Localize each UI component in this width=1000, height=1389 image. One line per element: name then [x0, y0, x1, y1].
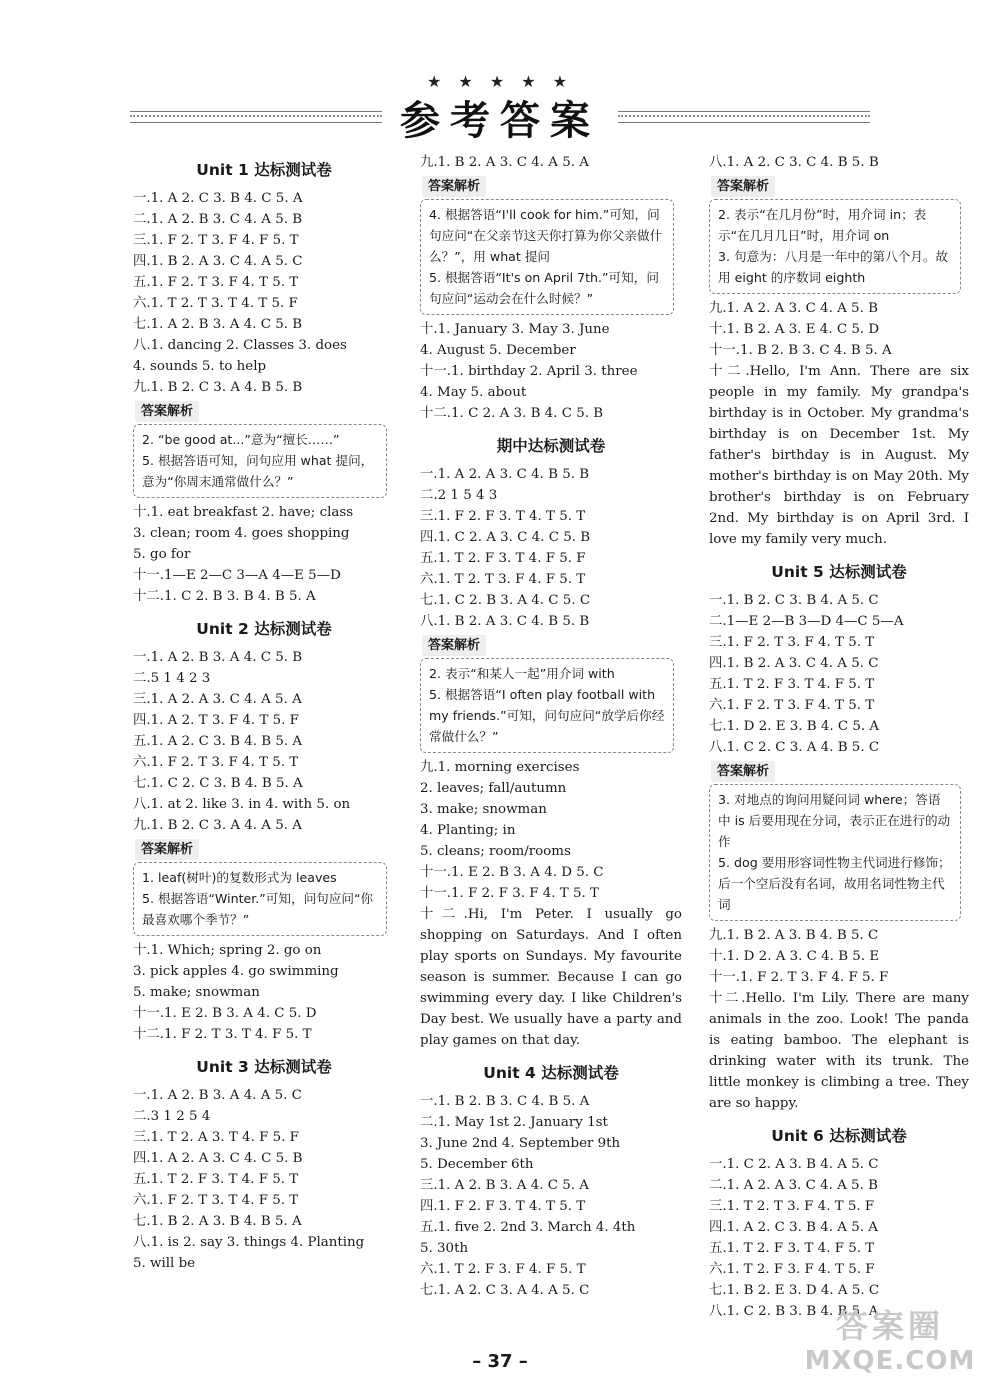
answer-paragraph: 十二.Hello, I'm Ann. There are six people in my family. My grandpa's birthday is in October. My grandma's birthday is on December 1st. My father's birthday is in August. My mother's birthday is on May 20th. My brother's birthday is on February 2nd. My birthday is on April 3rd. I love my family very much.: [709, 364, 969, 547]
answer-line: 十一.1. E 2. B 3. A 4. D 5. C: [420, 865, 604, 880]
answer-line: 3. clean; room 4. goes shopping: [133, 526, 350, 541]
explanation-label: 答案解析: [711, 761, 775, 782]
answer-line: 六.1. F 2. T 3. T 4. F 5. T: [133, 1193, 299, 1208]
page-number: – 37 –: [472, 1351, 528, 1372]
answer-line: 六.1. T 2. T 3. F 4. F 5. T: [420, 572, 586, 587]
answer-line: 二.1. May 1st 2. January 1st: [420, 1115, 608, 1130]
answer-line: 4. May 5. about: [420, 385, 527, 400]
answer-line: 十一.1. F 2. F 3. F 4. T 5. T: [420, 886, 599, 901]
answer-line: 四.1. A 2. A 3. C 4. C 5. B: [133, 1151, 303, 1166]
explanation-line: 4. 根据答语“I'll cook for him.”可知，问句应问“在父亲节这天你打算为你父亲做什么？”，用 what 提问: [429, 207, 663, 264]
title-rule-left: [130, 111, 382, 123]
answer-line: 六.1. T 2. F 3. F 4. T 5. F: [709, 1262, 875, 1277]
answer-line: 5. December 6th: [420, 1157, 534, 1172]
answer-line: 一.1. C 2. A 3. B 4. A 5. C: [709, 1157, 879, 1172]
answer-line: 十.1. B 2. A 3. E 4. C 5. D: [709, 322, 880, 337]
answer-line: 七.1. C 2. B 3. A 4. C 5. C: [420, 593, 591, 608]
explanation-box: [133, 424, 387, 498]
answer-line: 三.1. F 2. T 3. F 4. T 5. T: [709, 635, 875, 650]
answer-line: 三.1. T 2. T 3. F 4. T 5. F: [709, 1199, 875, 1214]
answer-line: 5. make; snowman: [133, 985, 260, 1000]
explanation-line: 5. 根据答语“I often play football with my friends.”可知，问句应问“放学后你经常做什么？”: [429, 687, 665, 744]
answer-line: 七.1. D 2. E 3. B 4. C 5. A: [709, 719, 880, 734]
answer-line: 九.1. B 2. A 3. C 4. A 5. A: [420, 155, 589, 170]
answer-line: 十二.1. F 2. T 3. T 4. F 5. T: [133, 1027, 312, 1042]
answer-line: 四.1. F 2. F 3. T 4. T 5. T: [420, 1199, 586, 1214]
watermark-top-text: 答案圈: [835, 1307, 944, 1345]
watermark-logo: [795, 1306, 985, 1382]
answer-line: 三.1. A 2. B 3. A 4. C 5. A: [420, 1178, 589, 1193]
title-banner: [130, 92, 870, 142]
answer-line: 九.1. B 2. A 3. B 4. B 5. C: [709, 928, 879, 943]
answer-line: 二.1—E 2—B 3—D 4—C 5—A: [709, 614, 904, 629]
explanation-line: 2. “be good at...”意为“擅长……”: [142, 432, 340, 447]
answer-line: 一.1. A 2. A 3. C 4. B 5. B: [420, 467, 590, 482]
answer-line: 二.5 1 4 2 3: [133, 671, 211, 686]
answer-line: 四.1. A 2. C 3. B 4. A 5. A: [709, 1220, 878, 1235]
answer-line: 十一.1. E 2. B 3. A 4. C 5. D: [133, 1006, 317, 1021]
explanation-line: 3. 句意为：八月是一年中的第八个月。故用 eight 的序数词 eighth: [718, 249, 949, 285]
answer-line: 五.1. T 2. F 3. T 4. F 5. T: [709, 1241, 875, 1256]
answer-line: 5. go for: [133, 547, 191, 562]
explanation-line: 2. 表示“在几月份”时，用介词 in；表示“在几月几日”时，用介词 on: [718, 207, 927, 243]
answer-line: 二.1. A 2. B 3. C 4. A 5. B: [133, 212, 303, 227]
answer-line: 十一.1. birthday 2. April 3. three: [420, 364, 638, 379]
answer-line: 四.1. B 2. A 3. C 4. A 5. C: [709, 656, 879, 671]
answer-column-3: [709, 152, 969, 1322]
answer-line: 二.1. A 2. A 3. C 4. A 5. B: [709, 1178, 878, 1193]
answer-line: 5. cleans; room/rooms: [420, 844, 571, 859]
explanation-line: 2. 表示“和某人一起”用介词 with: [429, 666, 615, 681]
answer-line: 八.1. B 2. A 3. C 4. B 5. B: [420, 614, 590, 629]
section-heading: 期中达标测试卷: [496, 437, 606, 455]
explanation-box: [133, 862, 387, 936]
answer-column-2: [420, 152, 682, 1301]
answer-line: 四.1. B 2. A 3. C 4. A 5. C: [133, 254, 303, 269]
explanation-box: [709, 199, 961, 294]
answer-line: 五.1. five 2. 2nd 3. March 4. 4th: [420, 1220, 636, 1235]
answer-line: 十一.1—E 2—C 3—A 4—E 5—D: [133, 568, 341, 583]
answer-line: 十二.1. C 2. A 3. B 4. C 5. B: [420, 406, 604, 421]
answer-line: 五.1. A 2. C 3. B 4. B 5. A: [133, 734, 303, 749]
section-heading: Unit 4 达标测试卷: [483, 1064, 619, 1082]
answer-line: 六.1. F 2. T 3. F 4. T 5. T: [133, 755, 299, 770]
answer-line: 七.1. B 2. A 3. B 4. B 5. A: [133, 1214, 302, 1229]
answer-line: 2. leaves; fall/autumn: [420, 781, 567, 796]
answer-paragraph: 十二.Hello. I'm Lily. There are many animals in the zoo. Look! The panda is eating bamboo. The elephant is drinking water with its trunk. The little monkey is climbing a tree. They are so happy.: [709, 991, 969, 1111]
answer-line: 二.2 1 5 4 3: [420, 488, 498, 503]
answer-line: 十.1. D 2. A 3. C 4. B 5. E: [709, 949, 880, 964]
answer-line: 一.1. B 2. C 3. B 4. A 5. C: [709, 593, 879, 608]
answer-line: 5. will be: [133, 1256, 196, 1271]
answer-line: 九.1. B 2. C 3. A 4. A 5. A: [133, 818, 302, 833]
answer-line: 七.1. A 2. C 3. A 4. A 5. C: [420, 1283, 590, 1298]
explanation-line: 5. 根据答语“Winter.”可知，问句应问“你最喜欢哪个季节？”: [142, 891, 374, 927]
answer-line: 五.1. T 2. F 3. T 4. F 5. T: [133, 1172, 299, 1187]
section-heading: Unit 2 达标测试卷: [196, 620, 332, 638]
page-title: 参考答案: [400, 97, 600, 144]
answer-line: 十一.1. B 2. B 3. C 4. B 5. A: [709, 343, 892, 358]
answer-line: 七.1. C 2. C 3. B 4. B 5. A: [133, 776, 303, 791]
answer-line: 3. make; snowman: [420, 802, 547, 817]
answer-line: 九.1. A 2. A 3. C 4. A 5. B: [709, 301, 878, 316]
answer-line: 八.1. C 2. C 3. A 4. B 5. C: [709, 740, 880, 755]
answer-column-1: [133, 152, 395, 1274]
explanation-box: [420, 658, 674, 753]
answer-line: 八.1. C 2. B 3. B 4. B 5. A: [709, 1304, 879, 1319]
answer-line: 三.1. F 2. F 3. T 4. T 5. T: [420, 509, 586, 524]
explanation-box: [420, 199, 674, 315]
watermark-bottom-text: MXQE.COM: [804, 1346, 976, 1376]
answer-line: 4. Planting; in: [420, 823, 516, 838]
explanation-line: 5. 根据答语“It's on April 7th.”可知，问句应问“运动会在什么时候？”: [429, 270, 659, 306]
explanation-label: 答案解析: [422, 176, 486, 197]
explanation-line: 5. 根据答语可知，问句应用 what 提问，意为“你周末通常做什么？”: [142, 453, 374, 489]
answer-line: 4. sounds 5. to help: [133, 359, 267, 374]
answer-line: 六.1. F 2. T 3. F 4. T 5. T: [709, 698, 875, 713]
explanation-label: 答案解析: [135, 839, 199, 860]
explanation-line: 3. 对地点的询问用疑问词 where；答语中 is 后要用现在分词，表示正在进行的动作: [718, 792, 951, 849]
answer-line: 十一.1. F 2. T 3. F 4. F 5. F: [709, 970, 889, 985]
answer-line: 3. pick apples 4. go swimming: [133, 964, 339, 979]
answer-line: 一.1. A 2. B 3. A 4. C 5. B: [133, 650, 303, 665]
answer-line: 四.1. C 2. A 3. C 4. C 5. B: [420, 530, 591, 545]
answer-line: 八.1. at 2. like 3. in 4. with 5. on: [133, 797, 351, 812]
section-heading: Unit 6 达标测试卷: [771, 1127, 907, 1145]
answer-line: 八.1. A 2. C 3. C 4. B 5. B: [709, 155, 879, 170]
explanation-line: 5. dog 要用形容词性物主代词进行修饰；后一个空后没有名词，故用名词性物主代词: [718, 855, 951, 912]
title-rule-right: [618, 111, 870, 123]
explanation-line: 1. leaf(树叶)的复数形式为 leaves: [142, 870, 337, 885]
answer-line: 十.1. eat breakfast 2. have; class: [133, 505, 354, 520]
answer-line: 一.1. A 2. C 3. B 4. C 5. A: [133, 191, 303, 206]
answer-line: 五.1. F 2. T 3. F 4. T 5. T: [133, 275, 299, 290]
answer-line: 4. August 5. December: [420, 343, 576, 358]
answer-line: 九.1. B 2. C 3. A 4. B 5. B: [133, 380, 303, 395]
answer-line: 五.1. T 2. F 3. T 4. F 5. F: [420, 551, 586, 566]
answer-line: 三.1. T 2. A 3. T 4. F 5. F: [133, 1130, 299, 1145]
section-heading: Unit 3 达标测试卷: [196, 1058, 332, 1076]
explanation-label: 答案解析: [711, 176, 775, 197]
answer-line: 三.1. F 2. T 3. F 4. F 5. T: [133, 233, 299, 248]
answer-line: 六.1. T 2. F 3. F 4. F 5. T: [420, 1262, 586, 1277]
answer-line: 3. June 2nd 4. September 9th: [420, 1136, 621, 1151]
answer-line: 七.1. A 2. B 3. A 4. C 5. B: [133, 317, 303, 332]
section-heading: Unit 5 达标测试卷: [771, 563, 907, 581]
answer-line: 三.1. A 2. A 3. C 4. A 5. A: [133, 692, 302, 707]
answer-line: 十.1. January 3. May 3. June: [420, 322, 610, 337]
answer-line: 六.1. T 2. T 3. T 4. T 5. F: [133, 296, 298, 311]
answer-line: 一.1. A 2. B 3. A 4. A 5. C: [133, 1088, 302, 1103]
answer-line: 十.1. Which; spring 2. go on: [133, 943, 322, 958]
answer-line: 二.3 1 2 5 4: [133, 1109, 211, 1124]
answer-line: 五.1. T 2. F 3. T 4. F 5. T: [709, 677, 875, 692]
answer-line: 九.1. morning exercises: [420, 760, 580, 775]
answer-line: 七.1. B 2. E 3. D 4. A 5. C: [709, 1283, 880, 1298]
explanation-box: [709, 784, 961, 921]
answer-paragraph: 十二.Hi, I'm Peter. I usually go shopping on Saturdays. And I often play sports on Sundays. My favourite season is summer. Because I can go swimming every day. I like Children's Day best. We usually have a party and play games on that day.: [420, 907, 682, 1048]
answer-line: 十二.1. C 2. B 3. B 4. B 5. A: [133, 589, 316, 604]
answer-line: 5. 30th: [420, 1241, 469, 1256]
answer-line: 八.1. is 2. say 3. things 4. Planting: [133, 1235, 365, 1250]
explanation-label: 答案解析: [135, 401, 199, 422]
section-heading: Unit 1 达标测试卷: [196, 161, 332, 179]
decorative-stars: ★ ★ ★ ★ ★: [426, 72, 574, 91]
answer-line: 四.1. A 2. T 3. F 4. T 5. F: [133, 713, 299, 728]
answer-line: 八.1. dancing 2. Classes 3. does: [133, 338, 347, 353]
explanation-label: 答案解析: [422, 635, 486, 656]
answer-line: 一.1. B 2. B 3. C 4. B 5. A: [420, 1094, 590, 1109]
